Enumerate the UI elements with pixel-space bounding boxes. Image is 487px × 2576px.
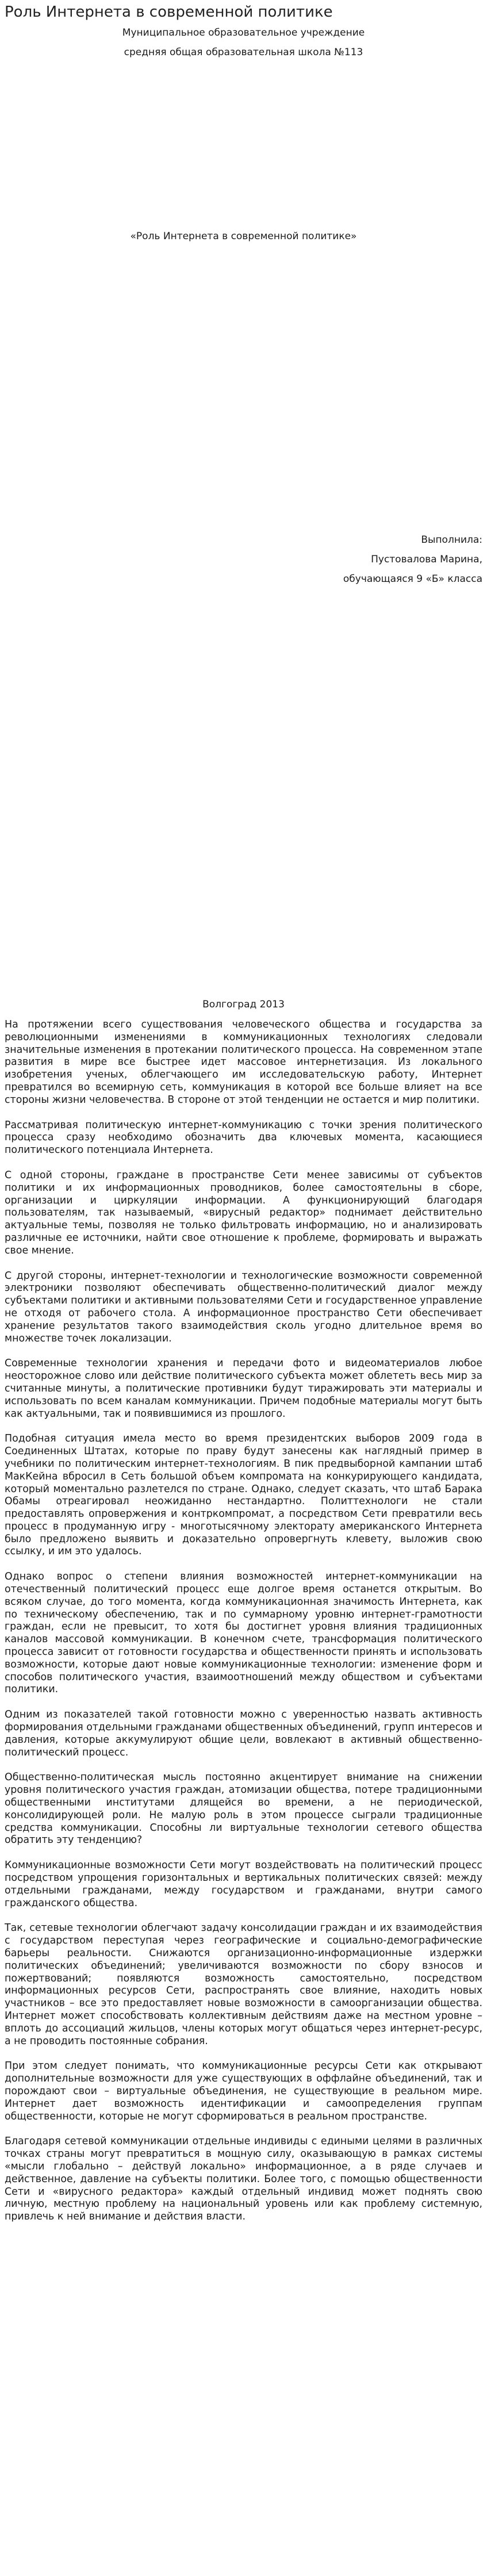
document-title: Роль Интернета в современной политике xyxy=(5,3,333,21)
paragraph: Общественно-политическая мысль постоянно акцентирует внимание на снижении уровня политического участия граждан, атомизации общества, потере традиционными общественными институтами длящейся во времени, а не периодической, консолидирующей роли. Не малую роль в этом процессе сыграли традиционные средства коммуникации. Способны ли виртуальные технологии сетевого общества обратить эту тенденцию? xyxy=(5,1772,482,1846)
paragraph: Современные технологии хранения и передачи фото и видеоматериалов любое неосторожное слово или действие политического субъекта может облететь весь мир за считанные минуты, а политические противники будут тиражировать эти материалы и использовать по всем каналам коммуникации. Причем подобные материалы могут быть как актуальными, так и появившимися из прошлого. xyxy=(5,1358,482,1420)
author-name: Пустовалова Марина, xyxy=(371,554,482,565)
paragraph: С одной стороны, граждане в пространстве Сети менее зависимы от субъектов политики и их информационных проводников, более самостоятельны в сборе, организации и циркуляции информации. А функционирующий благодаря пользователям, так называемый, «вирусный редактор» поднимает действительно актуальные темы, позволяя не только фильтровать информацию, но и анализировать различные ее источники, найти свое отношение к проблеме, формировать и выражать свое мнение. xyxy=(5,1169,482,1256)
author-label: Выполнила: xyxy=(421,534,482,546)
institution-line-2: средняя общая образовательная школа №113 xyxy=(124,47,363,58)
paragraph: Однако вопрос о степени влияния возможностей интернет-коммуникации на отечественный политический процесс еще долгое время останется открытым. Во всяком случае, до того момента, когда коммуникационная значимость Интернета, как по техническому обеспечению, так и по суммарному уровню интернет-грамотности граждан, если не превысит, то хотя бы достигнет уровня влияния традиционных каналов массовой коммуникации. В конечном счете, трансформация политического процесса зависит от готовности государства и общественности принять и использовать возможности, которые дают новые коммуникационные технологии: изменение форм и способов политического участия, взаимоотношений между обществом и субъектами политики. xyxy=(5,1571,482,1696)
essay-title: «Роль Интернета в современной политике» xyxy=(130,231,357,242)
paragraph: Благодаря сетевой коммуникации отдельные индивиды с едиными целями в различных точках страны могут превратиться в мощную силу, оказывающую в рамках системы «мысли глобально – действуй локально» информационное, а в ряде случаев и действенное, давление на субъекты политики. Более того, с помощью общественности Сети и «вирусного редактора» каждый отдельный индивид может поднять свою личную, местную проблему на национальный уровень или как проблему системную, привлечь к ней внимание и действия власти. xyxy=(5,2136,482,2223)
essay-body xyxy=(5,1019,482,2236)
paragraph: Одним из показателей такой готовности можно с уверенностью назвать активность формирования отдельными гражданами общественных объединений, групп интересов и давления, которые аккумулируют общие цели, вовлекают в активный общественно-политический процесс. xyxy=(5,1709,482,1758)
paragraph: С другой стороны, интернет-технологии и технологические возможности современной электроники позволяют обеспечивать общественно-политический диалог между субъектами политики и активными пользователями Сети и государственное управление не отходя от рабочего стола. А информационное пространство Сети обеспечивает хранение результатов такого взаимодействия сколь угодно длительное время во множестве точек локализации. xyxy=(5,1270,482,1344)
paragraph: Коммуникационные возможности Сети могут воздействовать на политический процесс посредством упрощения горизонтальных и вертикальных политических связей: между отдельными гражданами, между государством и гражданами, внутри самого гражданского общества. xyxy=(5,1860,482,1909)
paragraph: Так, сетевые технологии облегчают задачу консолидации граждан и их взаимодействия с государством переступая через географические и социально-демографические барьеры реальности. Снижаются организационно-информационные издержки политических объединений; увеличиваются возможности по сбору взносов и пожертвований; появляются возможность самостоятельно, посредством информационных ресурсов Сети, распространять свое влияние, находить новых участников – все это предоставляет новые возможности в самоорганизации общества. Интернет может способствовать коллективным действиям даже на местном уровне – вплоть до ассоциаций жильцов, члены которых могут общаться через интернет-ресурс, а не проводить постоянные собрания. xyxy=(5,1922,482,2047)
paragraph: Рассматривая политическую интернет-коммуникацию с точки зрения политического процесса сразу необходимо обозначить два ключевых момента, касающиеся политического потенциала Интернета. xyxy=(5,1119,482,1156)
city-year: Волгоград 2013 xyxy=(202,999,285,1010)
institution-line-1: Муниципальное образовательное учреждение xyxy=(122,27,365,39)
paragraph: На протяжении всего существования человеческого общества и государства за революционными изменениями в коммуникационных технологиях следовали значительные изменения в протекании политического процесса. На современном этапе развития в мире все быстрее идет массовое интернетизация. Из локального изобретения ученых, облегчающего им исследовательскую работу, Интернет превратился во всемирную сеть, коммуникация в которой все больше влияет на все стороны жизни человечества. В стороне от этой тенденции не остается и мир политики. xyxy=(5,1019,482,1106)
author-class: обучающаяся 9 «Б» класса xyxy=(343,573,482,585)
paragraph: При этом следует понимать, что коммуникационные ресурсы Сети как открывают дополнительные возможности для уже существующих в оффлайне объединений, так и порождают свои – виртуальные объединения, не существующие в реальном мире. Интернет дает возможность идентификации и самоопределения группам общественности, которые не могут сформироваться в реальном пространстве. xyxy=(5,2060,482,2122)
paragraph: Подобная ситуация имела место во время президентских выборов 2009 года в Соединенных Штатах, которые по праву будут занесены как наглядный пример в учебники по политическим интернет-технологиям. В пик предвыборной кампании штаб МакКейна вбросил в Сеть большой объем компромата на конкурирующего кандидата, который моментально разлетелся по стране. Однако, следует сказать, что штаб Барака Обамы отреагировал неожиданно нестандартно. Политтехнологи не стали предоставлять опровержения и контркомпромат, а посредством Сети превратили весь процесс в продуманную игру - многотысячному электорату американского Интернета было предложено выявить и доказательно опровергнуть клевету, выложив свою ссылку, и им это удалось. xyxy=(5,1433,482,1558)
